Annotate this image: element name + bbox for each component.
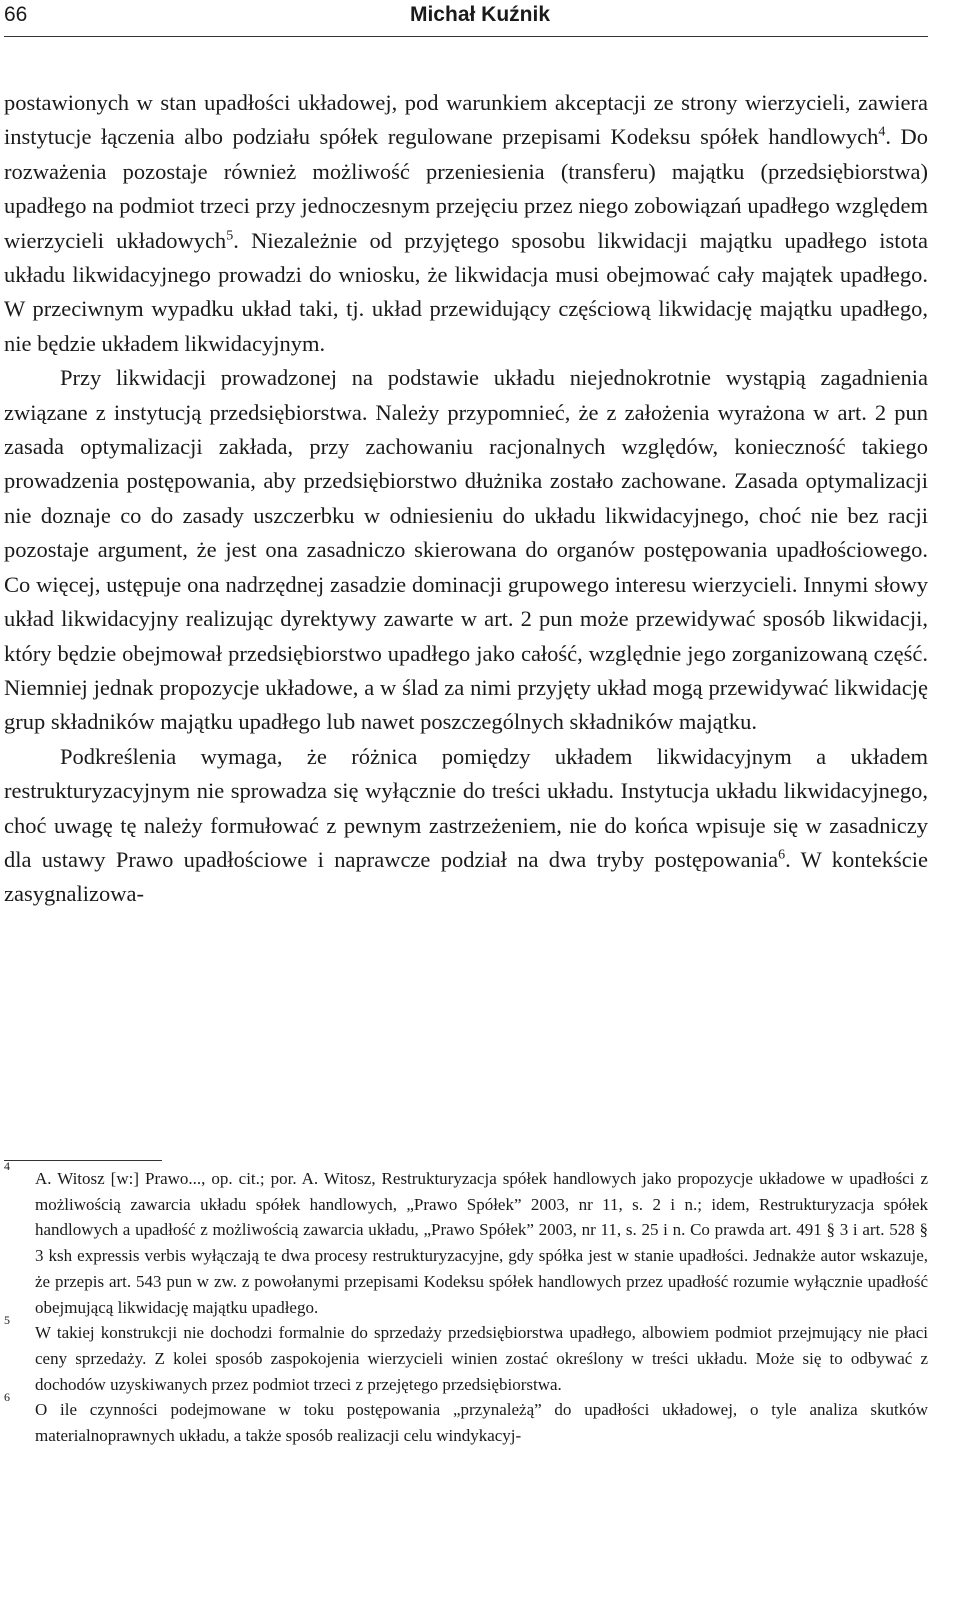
footnote-text: O ile czynności podejmowane w toku postępowania „przynależą” do upadłości układowej, o tyle analiza skutków materialnoprawnych układu, a także sposób realizacji celu windykacyj-: [35, 1400, 928, 1446]
footnote-6: [4, 1390, 928, 1448]
footnote-number: 4: [4, 1159, 10, 1173]
footnote-ref-5[interactable]: 5: [226, 228, 234, 244]
main-text: [4, 86, 928, 912]
running-header-author: Michał Kuźnik: [409, 3, 551, 26]
paragraph-3-part-b: . W kontekście zasygnalizowa-: [4, 846, 928, 907]
paragraph-3-part-a: Podkreślenia wymaga, że różnica pomiędzy układem likwidacyjnym a układem restrukturyzacyjnym nie sprowadza się wyłącznie do treści układu. Instytucja układu likwidacyjnego, choć uwagę tę należy formułować z pewnym zastrzeżeniem, nie do końca wpisuje się w zasadniczy dla ustawy Prawo upadłościowe i naprawcze podział na dwa tryby postępowania: [4, 743, 928, 872]
page-number: 66: [4, 3, 28, 26]
footnote-5: [4, 1313, 928, 1397]
footnote-number: 6: [4, 1390, 10, 1405]
paragraph-1: [4, 86, 928, 361]
paragraph-1-part-c: . Niezależnie od przyjętego sposobu likwidacji majątku upadłego istota układu likwidacyjnego prowadzi do wniosku, że likwidacja musi obejmować cały majątek upadłego. W przeciwnym wypadku układ taki, tj. układ przewidujący częściową likwidację majątku upadłego, nie będzie układem likwidacyjnym.: [4, 227, 928, 356]
paragraph-1-part-b: . Do rozważenia pozostaje również możliwość przeniesienia (transferu) majątku (przedsiębiorstwa) upadłego na podmiot trzeci przy jednoczesnym przejęciu przez niego zobowiązań upadłego względem wierzycieli układowych: [4, 124, 929, 253]
paragraph-2: Przy likwidacji prowadzonej na podstawie układu niejednokrotnie wystąpią zagadnienia związane z instytucją przedsiębiorstwa. Należy przypomnieć, że z założenia wyrażona w art. 2 pun zasada optymalizacji zakłada, przy zachowaniu racjonalnych względów, konieczność takiego prowadzenia postępowania, aby przedsiębiorstwo dłużnika zostało zachowane. Zasada optymalizacji nie doznaje co do zasady uszczerbku w odniesieniu do układu likwidacyjnego, choć nie bez racji pozostaje argument, że jest ona zasadniczo skierowana do organów postępowania upadłościowego. Co więcej, ustępuje ona nadrzędnej zasadzie dominacji grupowego interesu wierzycieli. Innymi słowy układ likwidacyjny realizując dyrektywy zawarte w art. 2 pun może przewidywać sposób likwidacji, który będzie obejmował przedsiębiorstwo upadłego jako całość, względnie jego zorganizowaną część. Niemniej jednak propozycje układowe, a w ślad za nimi przyjęty układ mogą przewidywać likwidację grup składników majątku upadłego lub nawet poszczególnych składników majątku.: [4, 365, 928, 735]
footnotes: [4, 1159, 928, 1449]
footnote-text: A. Witosz [w:] Prawo..., op. cit.; por. A. Witosz, Restrukturyzacja spółek handlowych jako propozycje układowe w upadłości z możliwością zawarcia układu spółek handlowych, „Prawo Spółek” 2003, nr 11, s. 2 i n.; idem, Restrukturyzacja spółek handlowych a upadłość z możliwością zawarcia układu, „Prawo Spółek” 2003, nr 11, s. 25 i n. Co prawda art. 491 § 3 i art. 528 § 3 ksh expressis verbis wyłączają te dwa procesy restrukturyzacyjne, gdy spółka jest w stanie upadłości. Jednakże autor wskazuje, że przepis art. 543 pun w zw. z powołanymi przepisami Kodeksu spółek handlowych przez upadłość rozumie wyłącznie upadłość obejmującą likwidację majątku upadłego.: [35, 1169, 928, 1317]
running-header: [0, 0, 960, 36]
footnote-text: W takiej konstrukcji nie dochodzi formalnie do sprzedaży przedsiębiorstwa upadłego, albowiem podmiot przejmujący nie płaci ceny sprzedaży. Z kolei sposób zaspokojenia wierzycieli winien zostać określony w treści układu. Może się to odbywać z dochodów uzyskiwanych przez podmiot trzeci z przejętego przedsiębiorstwa.: [35, 1323, 928, 1394]
paragraph-3: [4, 740, 928, 912]
paragraph-1-part-a: postawionych w stan upadłości układowej, pod warunkiem akceptacji ze strony wierzycieli, zawiera instytucje łączenia albo podziału spółek regulowane przepisami Kodeksu spółek handlowych: [4, 90, 928, 150]
footnote-ref-6[interactable]: 6: [778, 847, 786, 863]
footnote-separator: [4, 1160, 162, 1161]
header-rule: [4, 36, 928, 37]
footnote-number: 5: [4, 1313, 10, 1328]
footnote-ref-4[interactable]: 4: [878, 124, 886, 140]
footnote-4: [4, 1159, 928, 1320]
